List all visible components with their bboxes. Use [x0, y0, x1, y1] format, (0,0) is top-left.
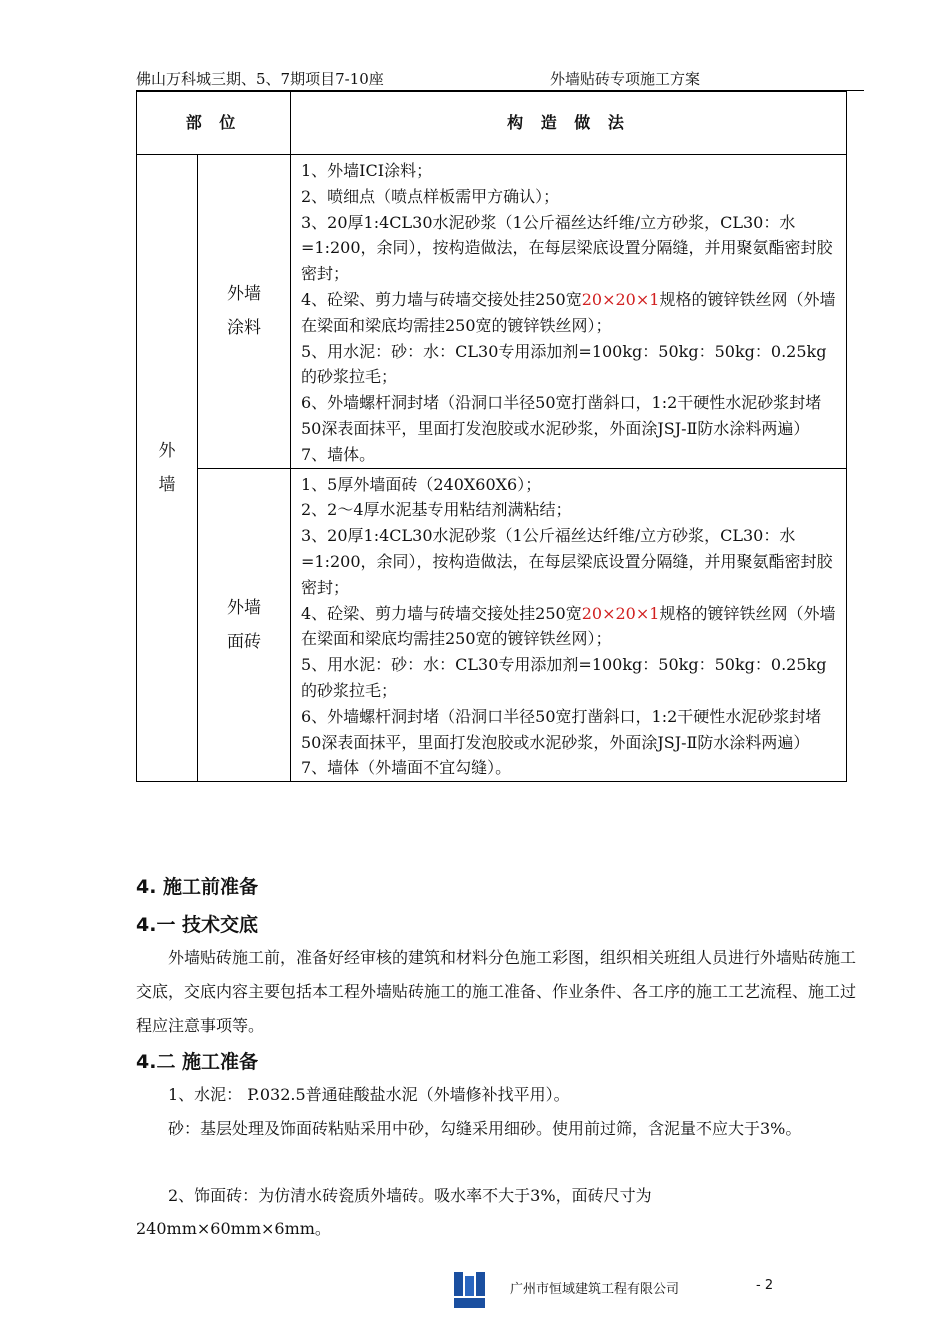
method-item: 3、20厚1:4CL30水泥砂浆（1公斤福丝达纤维/立方砂浆，CL30：水=1:200，余同），按构造做法，在每层梁底设置分隔缝，并用聚氨酯密封胶密封；	[301, 526, 833, 597]
method-item: 7、墙体。	[301, 444, 376, 464]
section-4-1-paragraph: 外墙贴砖施工前，准备好经审核的建筑和材料分色施工彩图，组织相关班组人员进行外墙贴砖施工交底，交底内容主要包括本工程外墙贴砖施工的施工准备、作业条件、各工序的施工工艺流程、施工过程应注意事项等。	[136, 948, 857, 1035]
part-cell	[137, 155, 198, 782]
method-item: 7、墙体（外墙面不宜勾缝）。	[301, 758, 512, 778]
paragraph-tile-size: 240mm×60mm×6mm。	[136, 1219, 331, 1238]
method-item: 5、用水泥：砂：水：CL30专用添加剂=100kg：50kg：50kg：0.25kg的砂浆拉毛；	[301, 655, 827, 700]
method-item: 6、外墙螺杆洞封堵（沿洞口半径50宽打凿斜口，1:2干硬性水泥砂浆封堵50深表面抹平，里面打发泡胶或水泥砂浆，外面涂JSJ-Ⅱ防水涂料两遍）	[301, 706, 822, 752]
col-method-header: 构 造 做 法	[291, 92, 847, 155]
method-item: 5、用水泥：砂：水：CL30专用添加剂=100kg：50kg：50kg：0.25kg的砂浆拉毛；	[301, 341, 827, 387]
page-header	[136, 66, 864, 91]
sub-label: 外墙面砖	[227, 597, 261, 652]
red-spec: 20×20×1	[581, 603, 660, 623]
method-cell-tile	[291, 468, 847, 782]
header-project: 佛山万科城三期、5、7期项目7-10座	[136, 70, 384, 88]
method-item-part: 4、砼梁、剪力墙与砖墙交接处挂250宽	[301, 603, 582, 623]
table-header-row	[137, 92, 847, 155]
part-label: 外墙	[158, 441, 176, 496]
method-item: 3、20厚1:4CL30水泥砂浆（1公斤福丝达纤维/立方砂浆，CL30：水=1:200，余同），按构造做法，在每层梁底设置分隔缝，并用聚氨酯密封胶密封；	[301, 212, 833, 284]
table-row	[137, 468, 847, 782]
company-logo	[452, 1270, 488, 1310]
col-part-header: 部 位	[137, 92, 291, 155]
method-item	[301, 287, 838, 339]
footer-company: 广州市恒域建筑工程有限公司	[510, 1282, 680, 1297]
section-4-1-title: 4.一 技术交底	[136, 914, 259, 936]
red-spec: 20×20×1	[581, 289, 660, 309]
method-item	[301, 601, 838, 653]
method-item: 2、喷细点（喷点样板需甲方确认）；	[301, 186, 560, 206]
method-cell-coating	[291, 155, 847, 469]
method-item: 2、2～4厚水泥基专用粘结剂满粘结；	[301, 500, 572, 520]
header-doc-title: 外墙贴砖专项施工方案	[550, 70, 701, 88]
sub-cell-tile	[198, 468, 291, 782]
section-4-2-title: 4.二 施工准备	[136, 1051, 259, 1073]
method-item: 6、外墙螺杆洞封堵（沿洞口半径50宽打凿斜口，1:2干硬性水泥砂浆封堵50深表面抹平，里面打发泡胶或水泥砂浆，外面涂JSJ-Ⅱ防水涂料两遍）	[301, 393, 822, 438]
paragraph-tile: 2、饰面砖：为仿清水砖瓷质外墙砖。吸水率不大于3%，面砖尺寸为	[168, 1186, 652, 1205]
page-number: - 2	[756, 1278, 774, 1293]
method-item: 1、外墙ICI涂料；	[301, 161, 433, 180]
method-item: 1、5厚外墙面砖（240X60X6）；	[301, 474, 542, 494]
logo-mark-icon	[452, 1270, 488, 1310]
construction-table	[136, 91, 847, 782]
method-item-part: 规格的镀锌铁丝网（外墙在梁面和梁底均需挂250宽的镀锌铁丝网）；	[301, 603, 836, 649]
method-item-part: 规格的镀锌铁丝网（外墙在梁面和梁底均需挂250宽的镀锌铁丝网）；	[301, 289, 836, 335]
method-item-part: 4、砼梁、剪力墙与砖墙交接处挂250宽	[301, 289, 582, 309]
paragraph-sand: 砂：基层处理及饰面砖粘贴采用中砂，勾缝采用细砂。使用前过筛，含泥量不应大于3%。	[168, 1119, 802, 1138]
paragraph-cement: 1、水泥： P.032.5普通硅酸盐水泥（外墙修补找平用）。	[168, 1085, 570, 1104]
sub-cell-coating	[198, 155, 291, 469]
sub-label: 外墙涂料	[227, 284, 261, 339]
table-row	[137, 155, 847, 469]
section-4-title: 4. 施工前准备	[136, 876, 259, 898]
